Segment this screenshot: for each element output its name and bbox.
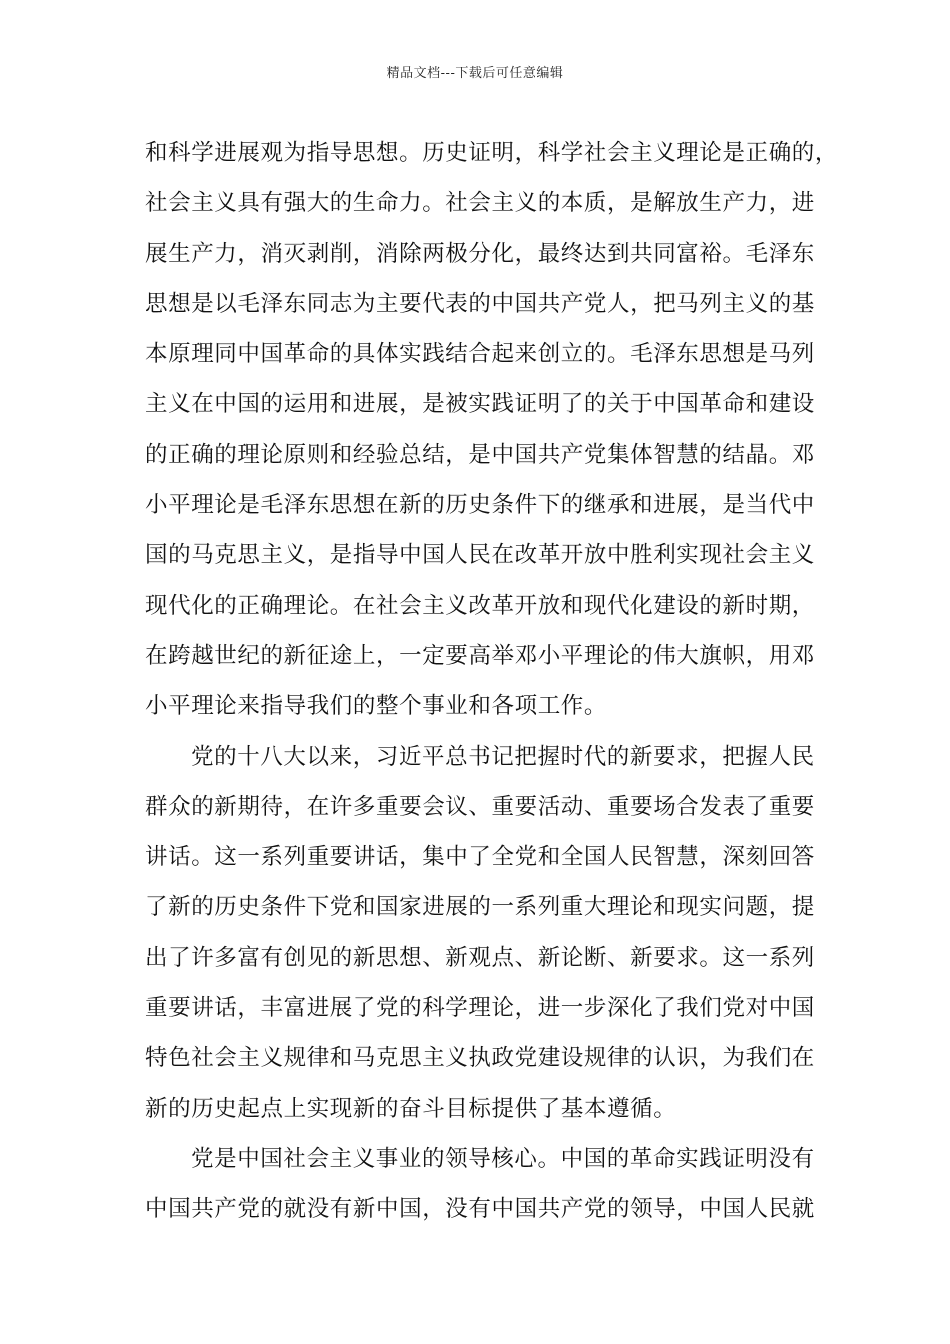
text-line: 展生产力，消灭剥削，消除两极分化，最终达到共同富裕。毛泽东 [145, 240, 815, 267]
text-line: 出了许多富有创见的新思想、新观点、新论断、新要求。这一系列 [145, 944, 815, 971]
paragraph-1 [145, 128, 839, 732]
document-body [145, 128, 839, 1235]
text-line: 社会主义具有强大的生命力。社会主义的本质，是解放生产力，进 [145, 190, 815, 217]
text-line: 小平理论是毛泽东思想在新的历史条件下的继承和进展，是当代中 [145, 492, 815, 519]
text-line: 党的十八大以来，习近平总书记把握时代的新要求，把握人民 [191, 743, 815, 770]
text-line: 中国共产党的就没有新中国，没有中国共产党的领导，中国人民就 [145, 1196, 815, 1223]
text-line: 了新的历史条件下党和国家进展的一系列重大理论和现实问题，提 [145, 894, 815, 921]
text-line: 思想是以毛泽东同志为主要代表的中国共产党人，把马列主义的基 [145, 290, 815, 317]
text-line: 党是中国社会主义事业的领导核心。中国的革命实践证明没有 [191, 1145, 815, 1172]
paragraph-2 [145, 732, 815, 1134]
text-line: 特色社会主义规律和马克思主义执政党建设规律的认识，为我们在 [145, 1045, 815, 1072]
text-line: 本原理同中国革命的具体实践结合起来创立的。毛泽东思想是马列 [145, 341, 815, 368]
text-line: 小平理论来指导我们的整个事业和各项工作。 [145, 693, 608, 720]
text-line: 主义在中国的运用和进展，是被实践证明了的关于中国革命和建设 [145, 391, 815, 418]
text-line: 现代化的正确理论。在社会主义改革开放和现代化建设的新时期， [145, 592, 815, 619]
text-line: 群众的新期待，在许多重要会议、重要活动、重要场合发表了重要 [145, 793, 815, 820]
text-line: 新的历史起点上实现新的奋斗目标提供了基本遵循。 [145, 1095, 677, 1122]
page-header: 精品文档---下载后可任意编辑 [386, 66, 564, 81]
text-line: 的正确的理论原则和经验总结，是中国共产党集体智慧的结晶。邓 [145, 441, 815, 468]
text-line: 国的马克思主义，是指导中国人民在改革开放中胜利实现社会主义 [145, 542, 815, 569]
text-line: 在跨越世纪的新征途上，一定要高举邓小平理论的伟大旗帜，用邓 [145, 642, 815, 669]
text-line: 讲话。这一系列重要讲话，集中了全党和全国人民智慧，深刻回答 [145, 844, 815, 871]
text-line: 重要讲话，丰富进展了党的科学理论，进一步深化了我们党对中国 [145, 995, 815, 1022]
paragraph-3 [145, 1134, 815, 1235]
text-line: 和科学进展观为指导思想。历史证明，科学社会主义理论是正确的， [145, 140, 839, 166]
